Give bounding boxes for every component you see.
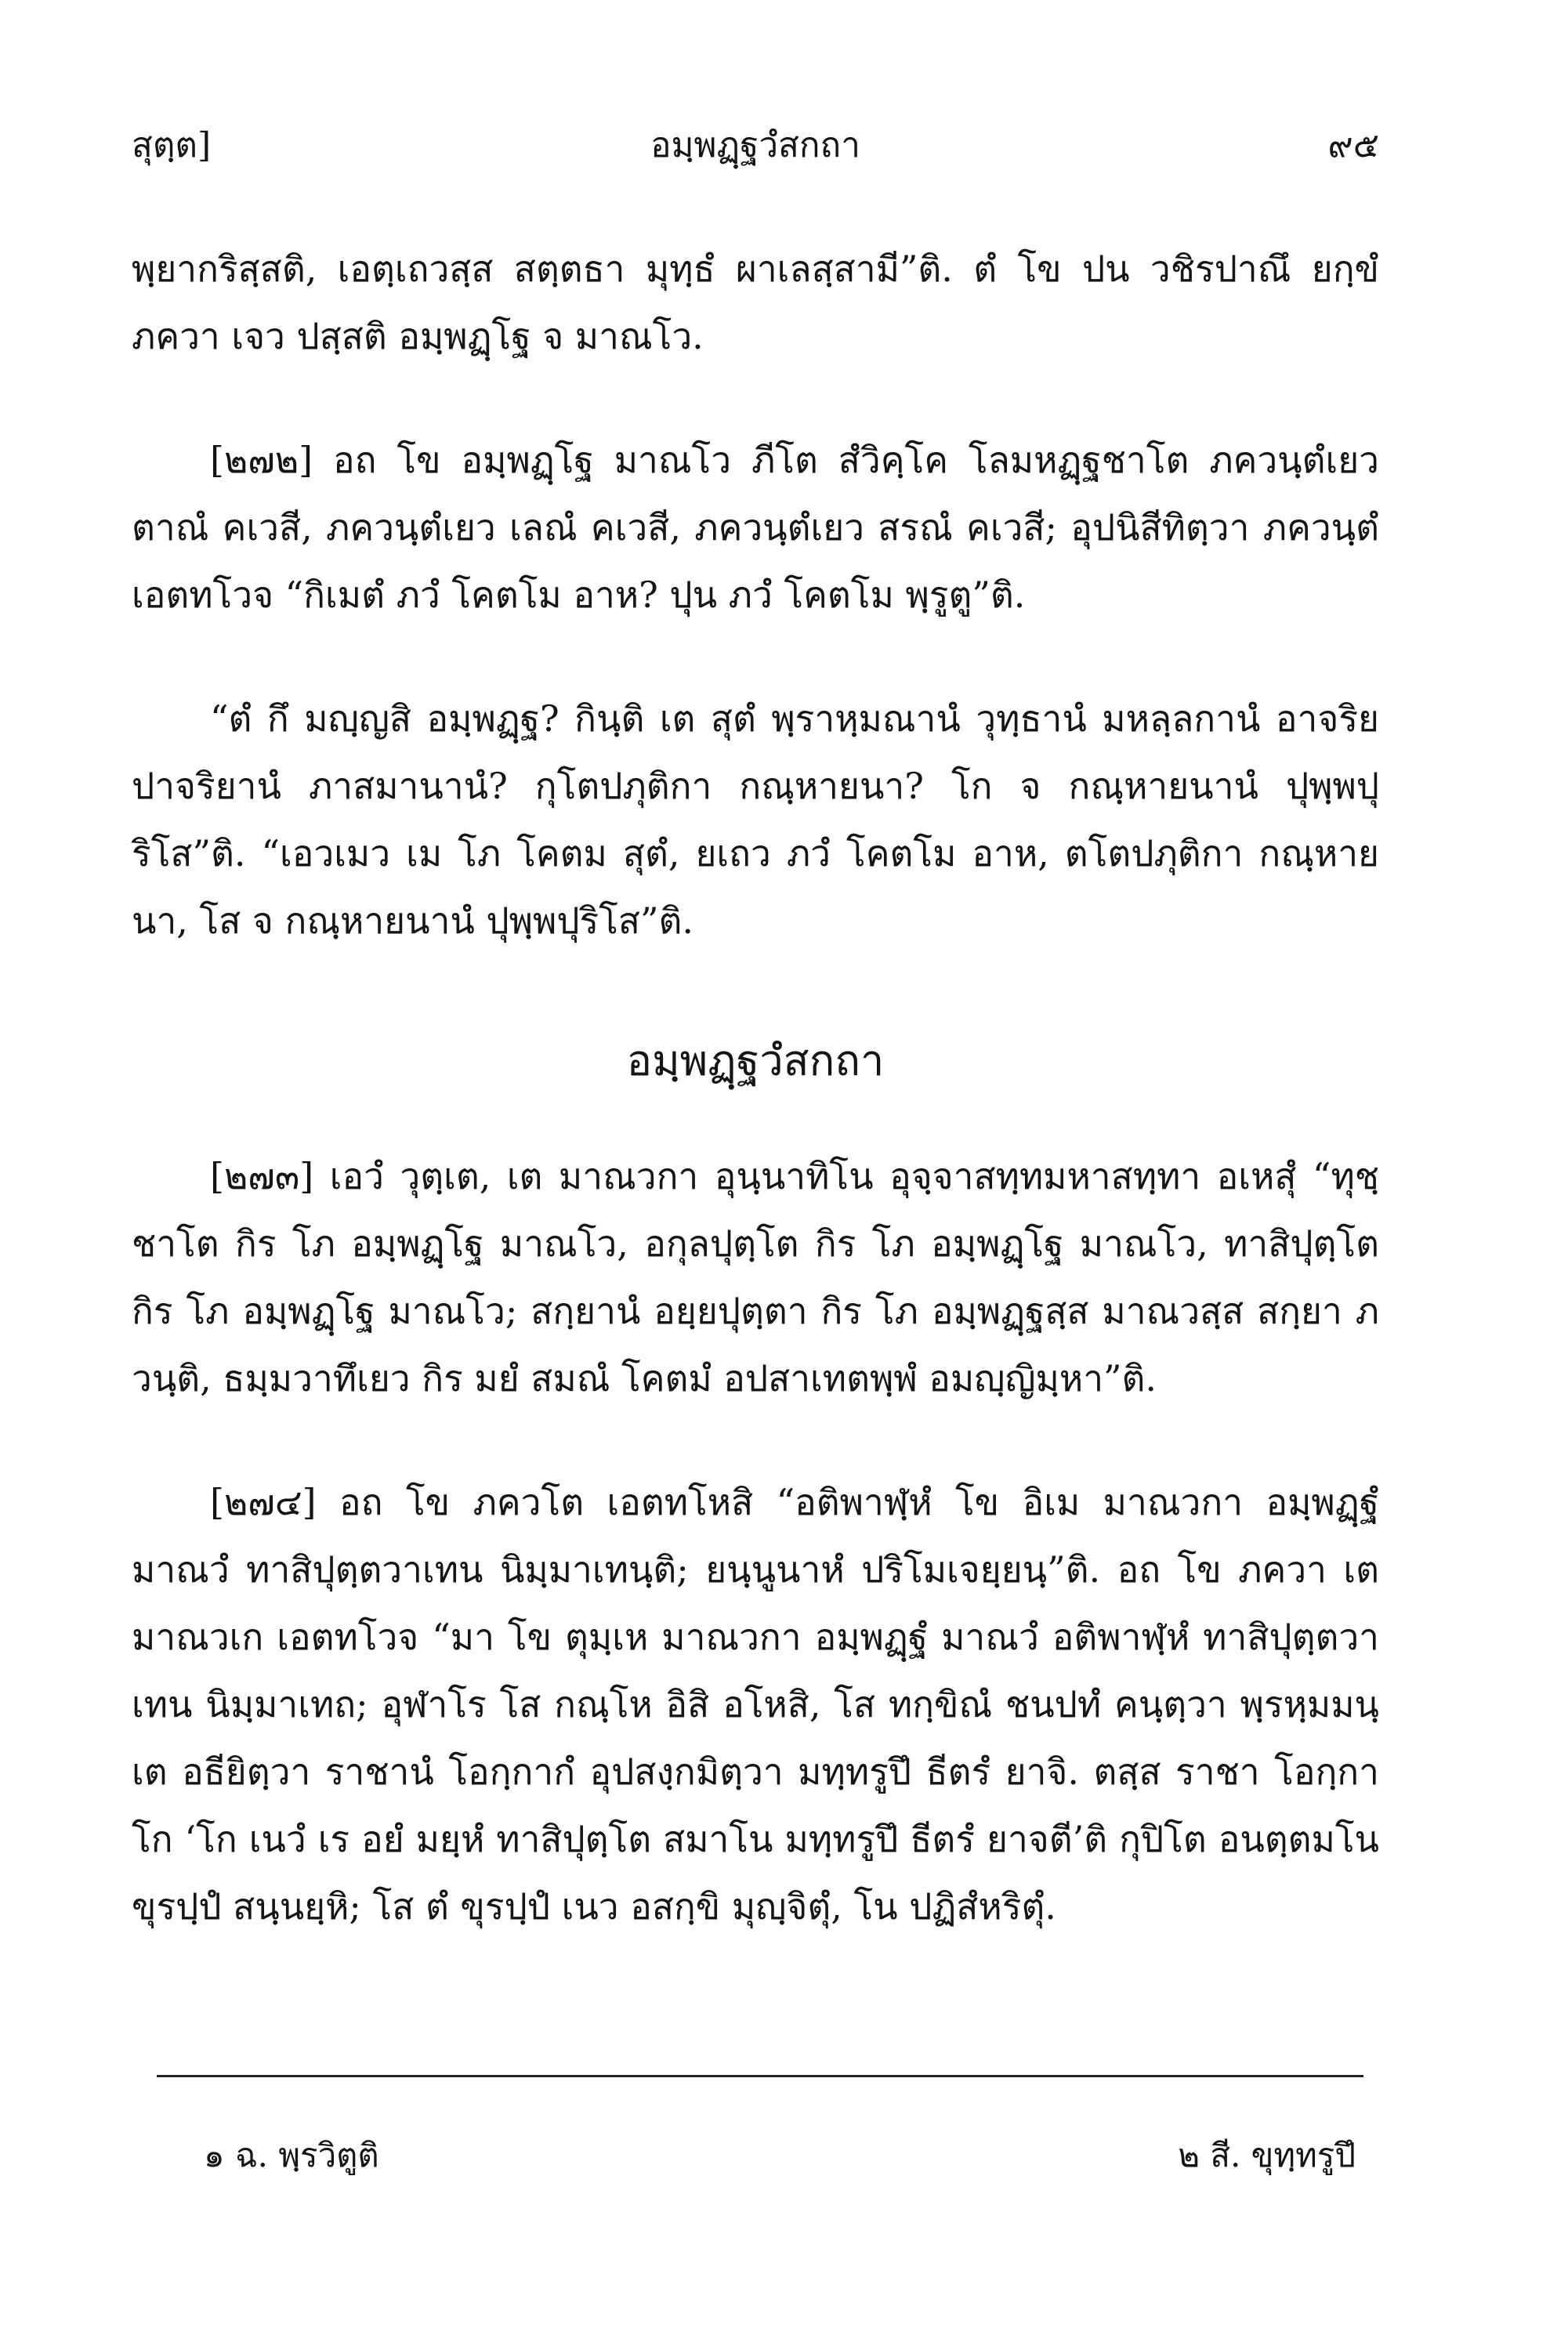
paragraph: พฺยากริสฺสติ, เอตฺเถวสฺส สตฺตธา มุทฺธํ ผาเลสฺสามี”ติ. ตํ โข ปน วชิรปาณึ ยกฺขํ ภควา เจว ปสฺสติ อมฺพฏฺโฐ จ มาณโว. (132, 248, 1379, 357)
section-title: อมฺพฏฺฐวํสกถา (626, 1036, 885, 1085)
header-section-label: สุตฺต] (132, 125, 212, 165)
page-number: ๙๕ (1327, 125, 1379, 165)
paragraph: “ตํ กึ มญฺญสิ อมฺพฏฺฐ? กินฺติ เต สุตํ พฺราหฺมณานํ วุทฺธานํ มหลฺลกานํ อาจริยปาจริยานํ ภาสมานานํ? กุโตปภุติกา กณฺหายนา? โก จ กณฺหายนานํ ปุพฺพปุริโส”ติ. “เอวเมว เม โภ โคตม สุตํ, ยเถว ภวํ โคตโม อาห, ตโตปภุติกา กณฺหายนา, โส จ กณฺหายนานํ ปุพฺพปุริโส”ติ. (132, 697, 1379, 942)
running-header (132, 118, 1379, 172)
footnote-divider (157, 2075, 1363, 2077)
footnote-1: ๑ ฉ. พฺรวิตูติ (204, 2136, 379, 2174)
footnote-2: ๒ สี. ขุทฺทรูปึ (1178, 2136, 1356, 2174)
header-title: อมฺพฏฺฐวํสกถา (650, 125, 860, 165)
paragraph: [๒๗๔] อถ โข ภควโต เอตทโหสิ “อติพาฬฺหํ โข อิเม มาณวกา อมฺพฏฺฐํ มาณวํ ทาสิปุตฺตวาเทน นิมฺมาเทนฺติ; ยนฺนูนาหํ ปริโมเจยฺยนฺ”ติ. อถ โข ภควา เต มาณวเก เอตทโวจ “มา โข ตุมฺเห มาณวกา อมฺพฏฺฐํ มาณวํ อติพาฬฺหํ ทาสิปุตฺตวาเทน นิมฺมาเทถ; อุฬาโร โส กณฺโห อิสิ อโหสิ, โส ทกฺขิณํ ชนปทํ คนฺตฺวา พฺรหฺมมนฺเต อธียิตฺวา ราชานํ โอกฺกากํ อุปสงฺกมิตฺวา มทฺทรูปึ ธีตรํ ยาจิ. ตสฺส ราชา โอกฺกาโก ‘โก เนวํ เร อยํ มยฺหํ ทาสิปุตฺโต สมาโน มทฺทรูปึ ธีตรํ ยาจตี’ติ กุปิโต อนตฺตมโน ขุรปฺปํ สนฺนยฺหิ; โส ตํ ขุรปฺปํ เนว อสกฺขิ มุญฺจิตุํ, โน ปฏิสํหริตุํ. (132, 1481, 1379, 1928)
paragraph: [๒๗๒] อถ โข อมฺพฏฺโฐ มาณโว ภีโต สํวิคฺโค โลมหฏฺฐชาโต ภควนฺตํเยว ตาณํ คเวสี, ภควนฺตํเยว เลณํ คเวสี, ภควนฺตํเยว สรณํ คเวสี; อุปนิสีทิตฺวา ภควนฺตํ เอตทโวจ “กิเมตํ ภวํ โคตโม อาห? ปุน ภวํ โคตโม พฺรูตู”ติ. (132, 439, 1379, 616)
body-text (132, 235, 1379, 1997)
paragraph: [๒๗๓] เอวํ วุตฺเต, เต มาณวกา อุนฺนาทิโน อุจฺจาสทฺทมหาสทฺทา อเหสุํ “ทุชฺชาโต กิร โภ อมฺพฏฺโฐ มาณโว, อกุลปุตฺโต กิร โภ อมฺพฏฺโฐ มาณโว, ทาสิปุตฺโต กิร โภ อมฺพฏฺโฐ มาณโว; สกฺยานํ อยฺยปุตฺตา กิร โภ อมฺพฏฺฐสฺส มาณวสฺส สกฺยา ภวนฺติ, ธมฺมวาทึเยว กิร มยํ สมณํ โคตมํ อปสาเทตพฺพํ อมญฺญิมฺหา”ติ. (132, 1155, 1379, 1399)
